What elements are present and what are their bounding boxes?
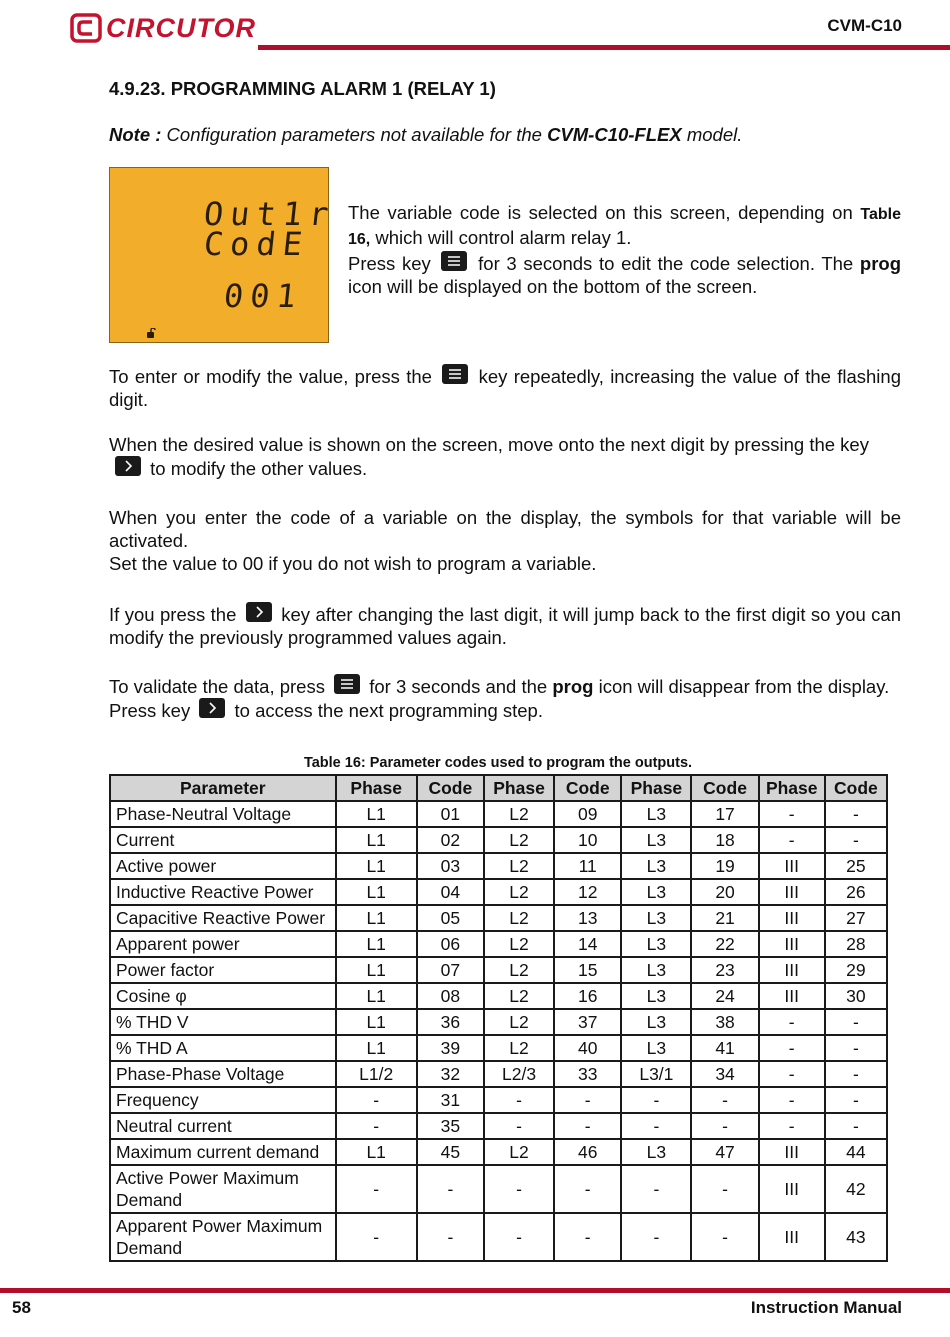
para5-a: When you enter the code of a variable on the display, the symbols for that variable will be activated.: [109, 507, 901, 551]
page-number: 58: [12, 1298, 31, 1317]
parameter-name-cell: Frequency: [110, 1087, 336, 1113]
table-cell: -: [484, 1165, 554, 1213]
table-cell: L1: [336, 1009, 417, 1035]
parameter-name-cell: Apparent Power Maximum Demand: [110, 1213, 336, 1261]
table-row: [110, 1139, 887, 1165]
lcd-line-1: Out1r: [202, 195, 338, 233]
table-row: [110, 1165, 887, 1213]
table-cell: L2: [484, 931, 554, 957]
paragraph-validate: [109, 674, 901, 722]
para7-c: icon will disappear from the display.: [593, 676, 890, 697]
section-title: 4.9.23. PROGRAMMING ALARM 1 (RELAY 1): [109, 78, 496, 99]
table-cell: 23: [691, 957, 758, 983]
table-cell: -: [554, 1113, 621, 1139]
paragraph-enter-value: [109, 364, 901, 411]
table-cell: 46: [554, 1139, 621, 1165]
table-cell: 31: [417, 1087, 484, 1113]
table-cell: -: [825, 1061, 887, 1087]
table-header-cell: Code: [417, 775, 484, 801]
table-body: [110, 801, 887, 1261]
intro-text: [348, 201, 901, 298]
para6-a: If you press the: [109, 604, 242, 625]
table-row: [110, 957, 887, 983]
table-cell: -: [691, 1165, 758, 1213]
table-cell: L1: [336, 853, 417, 879]
table-cell: -: [759, 1061, 825, 1087]
table-cell: -: [825, 827, 887, 853]
table-cell: L1: [336, 1035, 417, 1061]
table-cell: L3: [621, 879, 691, 905]
table-header-cell: Code: [554, 775, 621, 801]
table-cell: L2: [484, 1139, 554, 1165]
table-cell: -: [554, 1087, 621, 1113]
table-cell: -: [759, 1113, 825, 1139]
table-row: [110, 879, 887, 905]
table-row: [110, 1113, 887, 1139]
table-cell: 21: [691, 905, 758, 931]
table-row: [110, 801, 887, 827]
table-cell: 28: [825, 931, 887, 957]
para8-b: to access the next programming step.: [229, 700, 543, 721]
table-cell: III: [759, 957, 825, 983]
table-cell: 41: [691, 1035, 758, 1061]
table-cell: 38: [691, 1009, 758, 1035]
table-reference: Table 16,: [348, 206, 901, 248]
table-cell: L3: [621, 827, 691, 853]
table-cell: 13: [554, 905, 621, 931]
table-cell: -: [691, 1087, 758, 1113]
table-cell: III: [759, 1139, 825, 1165]
table-cell: L3: [621, 983, 691, 1009]
table-cell: 47: [691, 1139, 758, 1165]
table-header-cell: Phase: [484, 775, 554, 801]
table-row: [110, 1061, 887, 1087]
table-cell: -: [691, 1213, 758, 1261]
parameter-name-cell: Phase-Neutral Voltage: [110, 801, 336, 827]
table-cell: -: [621, 1113, 691, 1139]
table-cell: -: [759, 801, 825, 827]
table-cell: 43: [825, 1213, 887, 1261]
table-caption: Table 16: Parameter codes used to program the outputs.: [303, 755, 693, 771]
table-row: [110, 827, 887, 853]
table-row: [110, 905, 887, 931]
table-cell: 18: [691, 827, 758, 853]
table-row: [110, 1213, 887, 1261]
note: [109, 124, 742, 146]
table-cell: -: [825, 1113, 887, 1139]
table-cell: 44: [825, 1139, 887, 1165]
paragraph-variable-code: [109, 506, 901, 575]
right-arrow-key-icon: [199, 698, 225, 718]
table-header-cell: Phase: [621, 775, 691, 801]
table-cell: L1: [336, 879, 417, 905]
lcd-line-3: 001: [222, 277, 305, 315]
table-cell: -: [336, 1213, 417, 1261]
table-cell: 37: [554, 1009, 621, 1035]
footer-rule: [0, 1288, 950, 1293]
table-cell: L3: [621, 957, 691, 983]
parameter-name-cell: Active Power Maximum Demand: [110, 1165, 336, 1213]
table-cell: L3: [621, 931, 691, 957]
table-cell: 35: [417, 1113, 484, 1139]
para5-b: Set the value to 00 if you do not wish to program a variable.: [109, 553, 597, 574]
table-cell: L2: [484, 801, 554, 827]
table-cell: 25: [825, 853, 887, 879]
parameter-name-cell: % THD A: [110, 1035, 336, 1061]
right-arrow-key-icon: [115, 456, 141, 476]
table-cell: L1: [336, 931, 417, 957]
para4-b: to modify the other values.: [145, 458, 368, 479]
model-name: CVM-C10: [827, 16, 902, 35]
table-cell: 33: [554, 1061, 621, 1087]
parameter-name-cell: % THD V: [110, 1009, 336, 1035]
table-cell: L3: [621, 905, 691, 931]
table-cell: 27: [825, 905, 887, 931]
table-cell: -: [336, 1165, 417, 1213]
table-cell: 04: [417, 879, 484, 905]
table-cell: 15: [554, 957, 621, 983]
table-cell: 45: [417, 1139, 484, 1165]
circutor-logo-icon: [70, 12, 102, 44]
note-text-before: Configuration parameters not available for the: [161, 124, 548, 145]
table-cell: L2: [484, 827, 554, 853]
note-text-after: model.: [681, 124, 743, 145]
table-cell: L3: [621, 1035, 691, 1061]
parameter-name-cell: Cosine φ: [110, 983, 336, 1009]
table-header-cell: Phase: [336, 775, 417, 801]
paragraph-jump-back: [109, 602, 901, 649]
table-cell: L1/2: [336, 1061, 417, 1087]
table-cell: 05: [417, 905, 484, 931]
menu-key-icon: [334, 674, 360, 694]
table-cell: -: [417, 1165, 484, 1213]
table-cell: -: [554, 1213, 621, 1261]
parameter-name-cell: Maximum current demand: [110, 1139, 336, 1165]
menu-key-icon: [441, 251, 467, 271]
table-cell: L1: [336, 905, 417, 931]
table-cell: 30: [825, 983, 887, 1009]
parameter-name-cell: Power factor: [110, 957, 336, 983]
prog-label: prog: [859, 253, 901, 274]
table-cell: 36: [417, 1009, 484, 1035]
table-header-cell: Code: [825, 775, 887, 801]
table-cell: -: [621, 1165, 691, 1213]
table-cell: 39: [417, 1035, 484, 1061]
table-header-cell: Parameter: [110, 775, 336, 801]
intro-text-1b: which will control alarm relay 1.: [370, 227, 632, 248]
para7-a: To validate the data, press: [109, 676, 331, 697]
logo-text: CIRCUTOR: [106, 12, 257, 43]
para3-a: To enter or modify the value, press the: [109, 366, 439, 387]
table-cell: -: [691, 1113, 758, 1139]
table-cell: -: [759, 1087, 825, 1113]
table-cell: L2: [484, 905, 554, 931]
table-cell: -: [759, 1035, 825, 1061]
lcd-line-2: CodE: [202, 225, 312, 263]
para3-b: key repeatedly, increasing the value of the flashing digit.: [109, 366, 901, 410]
parameter-name-cell: Inductive Reactive Power: [110, 879, 336, 905]
parameter-name-cell: Apparent power: [110, 931, 336, 957]
note-label: Note :: [109, 124, 162, 145]
table-cell: 12: [554, 879, 621, 905]
para6-b: key after changing the last digit, it will jump back to the first digit so you can modify the previously programmed values again.: [109, 604, 901, 648]
intro-text-2c: icon will be displayed on the bottom of the screen.: [348, 276, 758, 297]
table-cell: -: [484, 1113, 554, 1139]
table-cell: 17: [691, 801, 758, 827]
table-cell: -: [484, 1087, 554, 1113]
table-row: [110, 853, 887, 879]
table-header-cell: Code: [691, 775, 758, 801]
table-cell: L2/3: [484, 1061, 554, 1087]
circutor-logo: [70, 10, 256, 46]
table-cell: -: [484, 1213, 554, 1261]
intro-text-1a: The variable code is selected on this screen, depending on: [348, 202, 861, 223]
table-cell: III: [759, 853, 825, 879]
table-cell: L3: [621, 1139, 691, 1165]
table-cell: L3/1: [621, 1061, 691, 1087]
parameter-name-cell: Capacitive Reactive Power: [110, 905, 336, 931]
lcd-display: [109, 167, 338, 343]
table-cell: 10: [554, 827, 621, 853]
table-cell: 06: [417, 931, 484, 957]
table-cell: -: [336, 1087, 417, 1113]
table-cell: 22: [691, 931, 758, 957]
table-cell: -: [825, 801, 887, 827]
parameter-name-cell: Neutral current: [110, 1113, 336, 1139]
table-cell: -: [825, 1009, 887, 1035]
para7-b: for 3 seconds and the: [364, 676, 553, 697]
table-cell: -: [554, 1165, 621, 1213]
table-cell: -: [417, 1213, 484, 1261]
menu-key-icon: [442, 364, 468, 384]
table-cell: -: [336, 1113, 417, 1139]
table-header-cell: Phase: [759, 775, 825, 801]
table-cell: III: [759, 1165, 825, 1213]
table-cell: 26: [825, 879, 887, 905]
right-arrow-key-icon: [246, 602, 272, 622]
table-cell: L2: [484, 1035, 554, 1061]
table-cell: L2: [484, 879, 554, 905]
table-cell: -: [759, 827, 825, 853]
header-rule: [258, 45, 950, 50]
table-cell: 14: [554, 931, 621, 957]
table-cell: L1: [336, 1139, 417, 1165]
prog-label: prog: [552, 676, 594, 697]
table-cell: L2: [484, 983, 554, 1009]
table-row: [110, 1035, 887, 1061]
table-cell: 02: [417, 827, 484, 853]
parameter-name-cell: Phase-Phase Voltage: [110, 1061, 336, 1087]
table-cell: -: [621, 1213, 691, 1261]
table-cell: 01: [417, 801, 484, 827]
table-cell: 08: [417, 983, 484, 1009]
table-row: [110, 931, 887, 957]
footer-title: Instruction Manual: [750, 1298, 902, 1317]
parameter-name-cell: Current: [110, 827, 336, 853]
table-cell: 03: [417, 853, 484, 879]
table-cell: III: [759, 905, 825, 931]
table-cell: L2: [484, 957, 554, 983]
table-cell: L3: [621, 853, 691, 879]
para8-a: Press key: [109, 700, 196, 721]
table-cell: III: [759, 879, 825, 905]
table-cell: 20: [691, 879, 758, 905]
table-row: [110, 983, 887, 1009]
table-cell: 40: [554, 1035, 621, 1061]
table-cell: III: [759, 931, 825, 957]
table-cell: 32: [417, 1061, 484, 1087]
table-cell: -: [825, 1087, 887, 1113]
table-row: [110, 1087, 887, 1113]
unlock-icon: [146, 328, 156, 338]
note-model: CVM-C10-FLEX: [547, 124, 682, 145]
table-cell: 11: [554, 853, 621, 879]
parameter-codes-table: [109, 774, 888, 1262]
table-header-row: [110, 775, 887, 801]
table-cell: -: [621, 1087, 691, 1113]
table-cell: 19: [691, 853, 758, 879]
table-cell: -: [825, 1035, 887, 1061]
intro-text-2b: for 3 seconds to edit the code selection. The: [471, 253, 860, 274]
table-cell: -: [759, 1009, 825, 1035]
table-cell: III: [759, 983, 825, 1009]
table-row: [110, 1009, 887, 1035]
table-cell: 16: [554, 983, 621, 1009]
table-cell: L1: [336, 983, 417, 1009]
table-cell: 29: [825, 957, 887, 983]
table-cell: L3: [621, 801, 691, 827]
table-cell: 42: [825, 1165, 887, 1213]
intro-text-2a: Press key: [348, 253, 438, 274]
table-cell: L1: [336, 827, 417, 853]
para4-a: When the desired value is shown on the screen, move onto the next digit by pressing the key: [109, 434, 869, 455]
table-cell: L1: [336, 957, 417, 983]
table-cell: 09: [554, 801, 621, 827]
table-cell: 07: [417, 957, 484, 983]
table-cell: L2: [484, 853, 554, 879]
table-cell: L2: [484, 1009, 554, 1035]
table-cell: III: [759, 1213, 825, 1261]
table-cell: 34: [691, 1061, 758, 1087]
table-cell: L1: [336, 801, 417, 827]
parameter-name-cell: Active power: [110, 853, 336, 879]
table-cell: L3: [621, 1009, 691, 1035]
table-cell: 24: [691, 983, 758, 1009]
paragraph-next-digit: [109, 433, 901, 480]
